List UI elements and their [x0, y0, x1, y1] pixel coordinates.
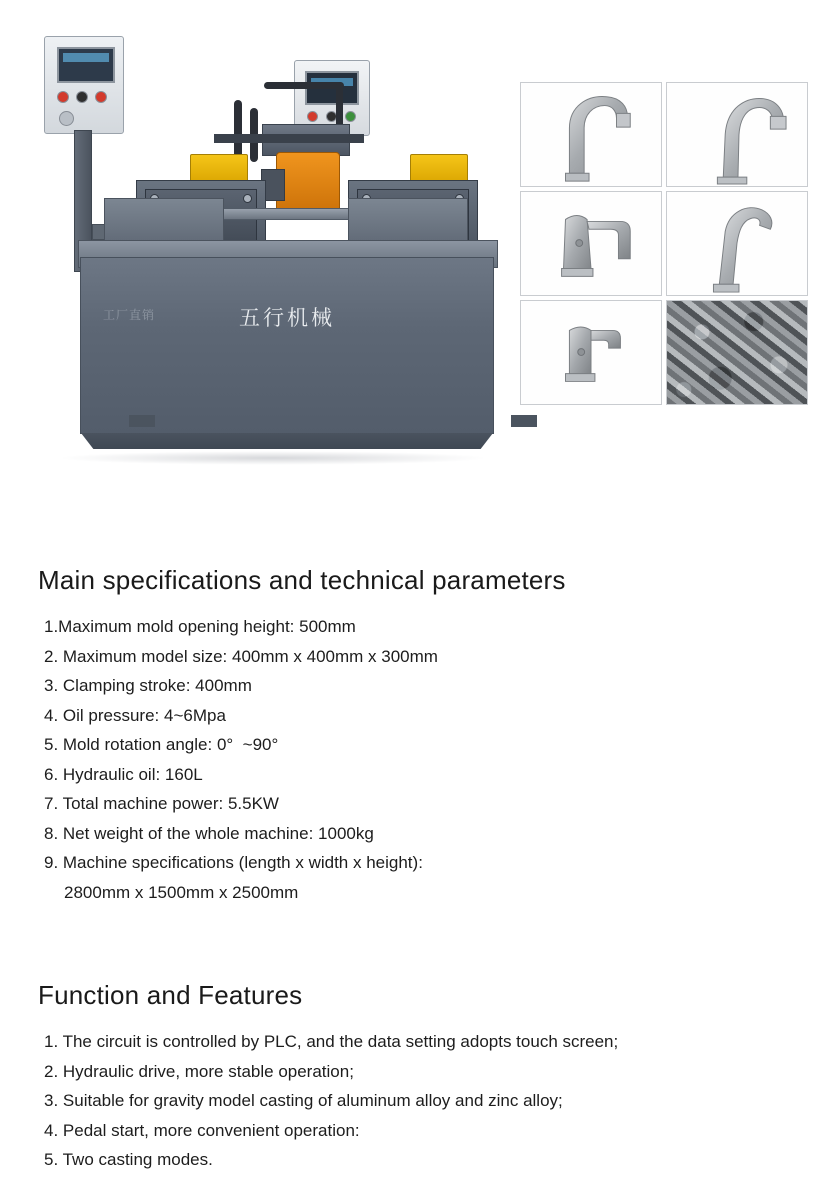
list-item: 2. Hydraulic drive, more stable operation;	[44, 1061, 354, 1081]
faucet-curved-spout-icon	[521, 83, 661, 186]
hydraulic-hose	[336, 82, 343, 128]
list-item: 3. Clamping stroke: 400mm	[44, 676, 252, 695]
black-button-icon	[76, 91, 88, 103]
selector-knob-icon	[59, 111, 74, 126]
cross-beam	[214, 134, 364, 143]
features-list	[0, 1027, 825, 1175]
list-item: 1.Maximum mold opening height: 500mm	[44, 617, 356, 636]
control-cabinet-buttons	[57, 91, 107, 103]
features-heading: Function and Features	[38, 980, 303, 1010]
faucet-elbow-body-icon	[521, 301, 661, 404]
product-thumbnail-grid	[520, 82, 808, 405]
faucet-hook-spout-icon	[667, 192, 807, 295]
list-item: 1. The circuit is controlled by PLC, and the data setting adopts touch screen;	[44, 1032, 619, 1051]
hydraulic-hose	[234, 100, 242, 162]
red-button-icon	[57, 91, 69, 103]
machine-base-tank	[80, 257, 494, 434]
machine-leg	[129, 415, 155, 427]
list-item: 9. Machine specifications (length x width x height):	[44, 853, 423, 872]
thumb-faucet-casting-curved-spout	[520, 82, 662, 187]
thumb-faucet-casting-gooseneck	[666, 82, 808, 187]
thumb-faucet-castings-pile	[666, 300, 808, 405]
list-item: 4. Pedal start, more convenient operation:	[44, 1120, 360, 1140]
thumb-faucet-casting-elbow-body	[520, 300, 662, 405]
list-item: 2800mm x 1500mm x 2500mm	[64, 882, 299, 902]
bolt-icon	[244, 195, 251, 202]
machine-brand-text: 五行机械	[239, 306, 335, 330]
specifications-section	[0, 565, 825, 907]
list-item: 4. Oil pressure: 4~6Mpa	[44, 705, 226, 725]
machine-watermark: 工厂直销	[103, 308, 156, 322]
specifications-heading: Main specifications and technical parameters	[38, 565, 566, 595]
faucet-gooseneck-icon	[667, 83, 807, 186]
floor-shadow	[58, 451, 488, 465]
product-photo-block	[0, 0, 825, 500]
list-item: 5. Mold rotation angle: 0° ~90°	[44, 735, 279, 754]
list-item: 6. Hydraulic oil: 160L	[44, 764, 203, 784]
red-button-icon	[307, 111, 318, 122]
list-item: 3. Suitable for gravity model casting of aluminum alloy and zinc alloy;	[44, 1091, 563, 1110]
pendant-buttons	[307, 111, 356, 122]
features-section	[0, 980, 825, 1175]
machine-leg	[511, 415, 537, 427]
list-item: 8. Net weight of the whole machine: 1000kg	[44, 823, 374, 843]
list-item: 2. Maximum model size: 400mm x 400mm x 300mm	[44, 646, 438, 666]
list-item: 7. Total machine power: 5.5KW	[44, 794, 279, 813]
faucet-body-arm-icon	[521, 192, 661, 295]
control-cabinet-screen	[57, 47, 115, 83]
hydraulic-hose	[264, 82, 344, 89]
green-button-icon	[345, 111, 356, 122]
machine-photo	[18, 12, 508, 487]
thumb-faucet-casting-body-with-arm	[520, 191, 662, 296]
list-item: 5. Two casting modes.	[44, 1150, 213, 1169]
specifications-list	[0, 612, 825, 907]
control-cabinet	[44, 36, 124, 134]
red-button-icon	[95, 91, 107, 103]
thumb-faucet-casting-hook-spout	[666, 191, 808, 296]
